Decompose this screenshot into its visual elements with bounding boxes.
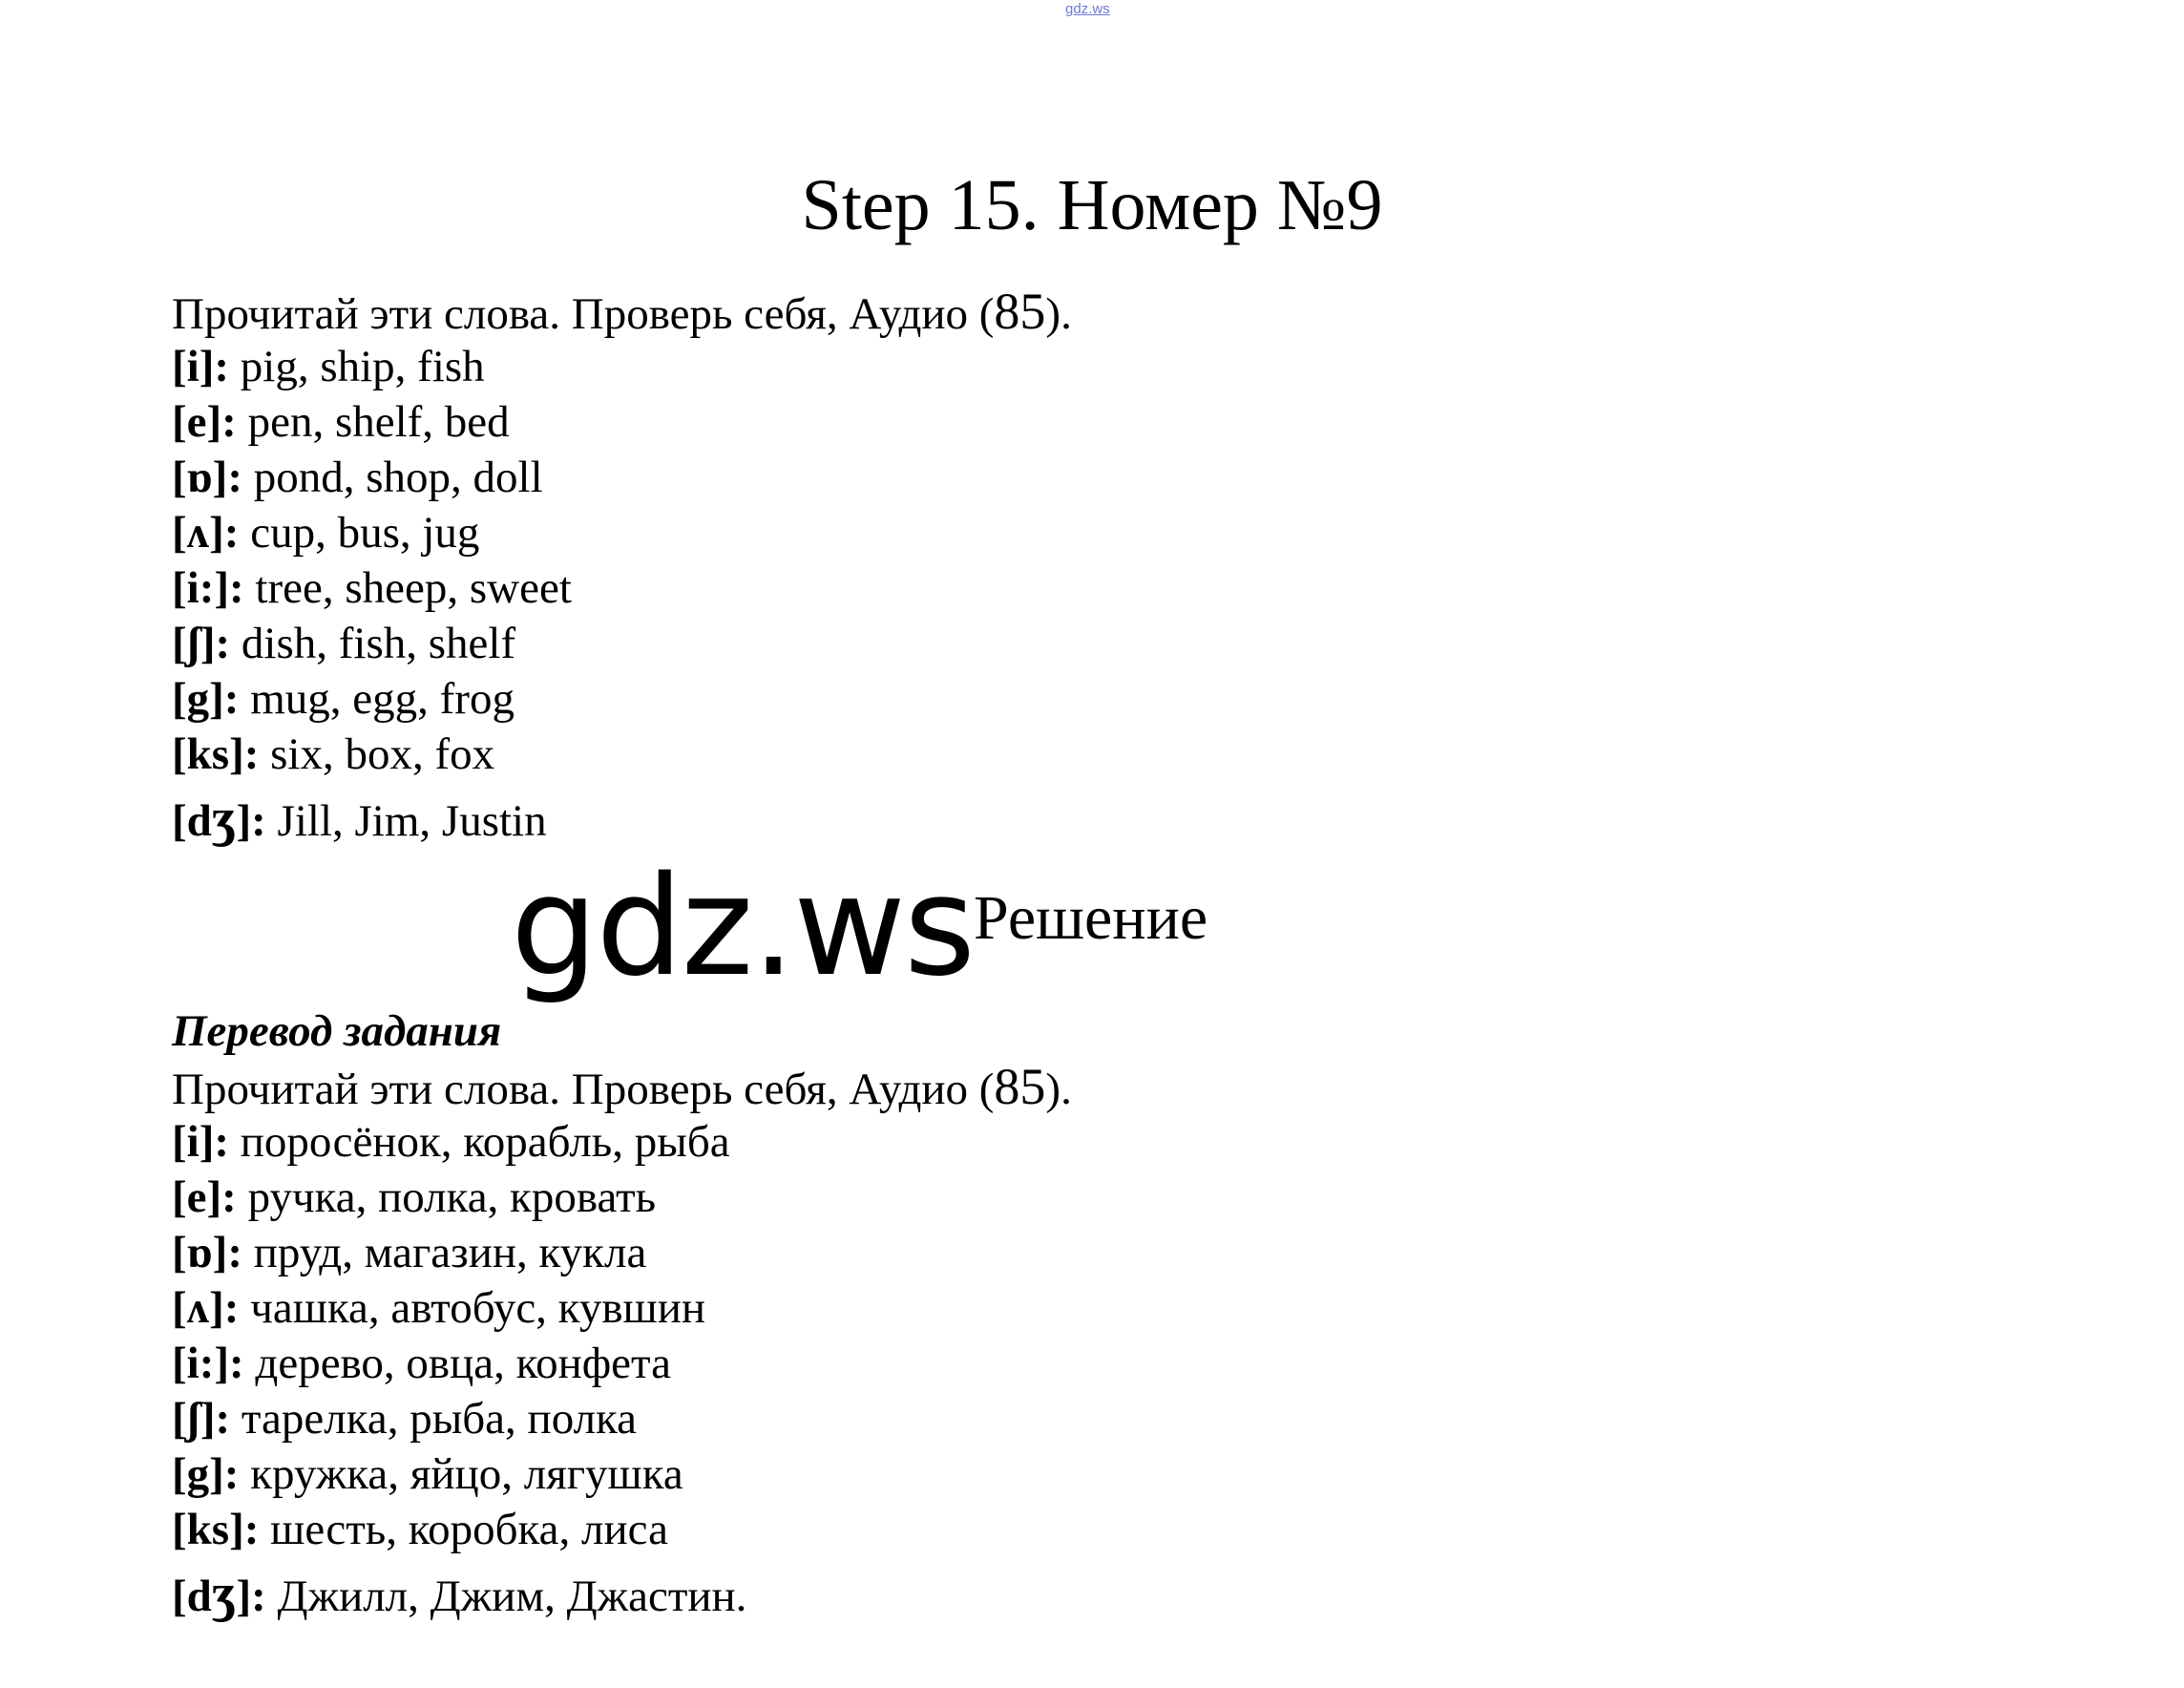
task-row	[172, 339, 1795, 394]
phonetic-symbol: [ɒ]:	[172, 453, 242, 502]
translation-row	[172, 1336, 1795, 1391]
phonetic-symbol: [i]:	[172, 1117, 230, 1167]
phonetic-symbol: [i]:	[172, 342, 230, 391]
phonetic-symbol: [ʌ]:	[172, 508, 240, 558]
phonetic-symbol: [ks]:	[172, 729, 260, 779]
word-list: dish, fish, shelf	[230, 619, 516, 668]
phonetic-symbol: [e]:	[172, 1172, 237, 1222]
phonetic-symbol: [ks]:	[172, 1505, 260, 1554]
phonetic-symbol: [ɒ]:	[172, 1228, 242, 1277]
translation-row	[172, 1446, 1795, 1502]
phonetic-symbol: [ʃ]:	[172, 1394, 231, 1444]
site-link[interactable]: gdz.ws	[1065, 1, 1110, 17]
instruction-text: Прочитай эти слова. Проверь себя, Аудио (	[172, 1065, 995, 1114]
word-list: pen, shelf, bed	[236, 397, 510, 447]
word-list: cup, bus, jug	[239, 508, 480, 558]
instruction-end: ).	[1045, 289, 1072, 339]
word-list: кружка, яйцо, лягушка	[239, 1449, 683, 1499]
translation-instruction	[172, 1059, 1795, 1114]
word-list: six, box, fox	[259, 729, 495, 779]
translation-row	[172, 1170, 1795, 1225]
word-list: Джилл, Джим, Джастин.	[265, 1572, 747, 1621]
phonetic-symbol: [dʒ]:	[172, 1564, 266, 1623]
word-list: дерево, овца, конфета	[243, 1339, 672, 1388]
translation-row	[172, 1391, 1795, 1446]
translation-row	[172, 1280, 1795, 1336]
phonetic-symbol: [dʒ]:	[172, 789, 266, 848]
page-title: Step 15. Номер №9	[801, 165, 1383, 245]
word-list: чашка, автобус, кувшин	[239, 1283, 706, 1333]
translation-heading: Перевод задания	[172, 1006, 502, 1056]
audio-number: 85	[994, 1058, 1046, 1115]
word-list: pig, ship, fish	[229, 342, 485, 391]
task-row	[172, 616, 1795, 671]
word-list: Jill, Jim, Justin	[265, 796, 547, 846]
phonetic-symbol: [i:]:	[172, 1339, 244, 1388]
phonetic-symbol: [g]:	[172, 1449, 240, 1499]
instruction-text: Прочитай эти слова. Проверь себя, Аудио (	[172, 289, 995, 339]
watermark-logo: gdz.ws	[511, 846, 974, 1006]
word-list: pond, shop, doll	[242, 453, 543, 502]
instruction-end: ).	[1045, 1065, 1072, 1114]
phonetic-symbol: [i:]:	[172, 563, 244, 613]
task-row	[172, 727, 1795, 782]
translation-row	[172, 1114, 1795, 1170]
phonetic-symbol: [ʃ]:	[172, 619, 231, 668]
task-row	[172, 782, 1795, 851]
phonetic-symbol: [e]:	[172, 397, 237, 447]
solution-label: Решение	[974, 883, 1208, 953]
phonetic-symbol: [ʌ]:	[172, 1283, 240, 1333]
word-list: тарелка, рыба, полка	[230, 1394, 638, 1444]
translation-row	[172, 1557, 1795, 1626]
task-instruction	[172, 284, 1795, 339]
task-row	[172, 450, 1795, 505]
word-list: mug, egg, frog	[239, 674, 514, 724]
task-row	[172, 671, 1795, 727]
task-row	[172, 394, 1795, 450]
translation-row	[172, 1502, 1795, 1557]
word-list: tree, sheep, sweet	[243, 563, 572, 613]
phonetic-symbol: [g]:	[172, 674, 240, 724]
word-list: шесть, коробка, лиса	[259, 1505, 668, 1554]
translation-row	[172, 1225, 1795, 1280]
task-row	[172, 505, 1795, 560]
word-list: поросёнок, корабль, рыба	[229, 1117, 730, 1167]
word-list: ручка, полка, кровать	[236, 1172, 657, 1222]
word-list: пруд, магазин, кукла	[242, 1228, 647, 1277]
task-row	[172, 560, 1795, 616]
audio-number: 85	[994, 283, 1046, 340]
